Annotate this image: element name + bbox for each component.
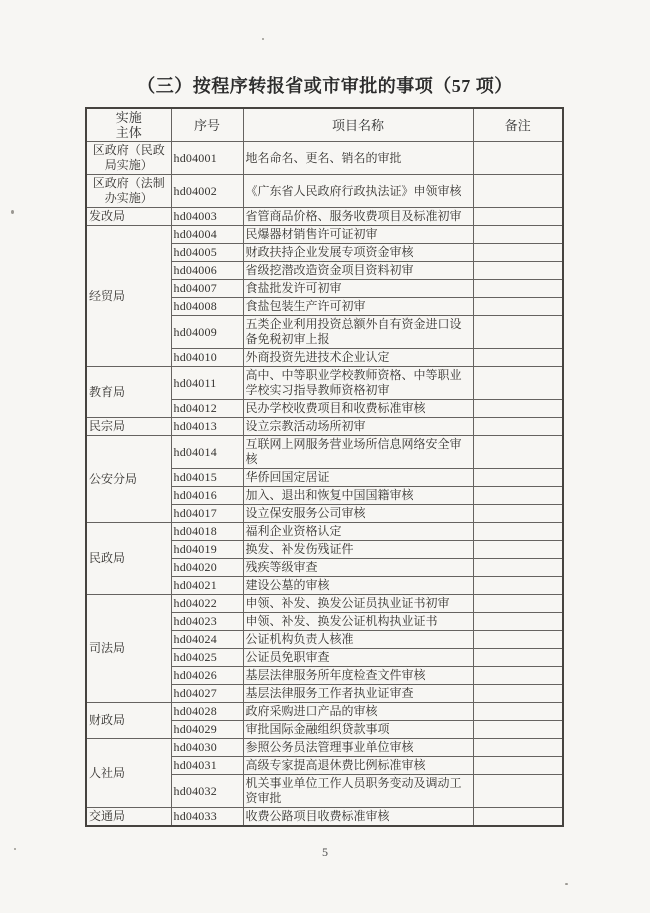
remark-cell — [473, 487, 563, 505]
remark-cell — [473, 613, 563, 631]
subject-cell: 区政府（法制办实施） — [86, 175, 171, 208]
serial-cell: hd04003 — [171, 208, 243, 226]
name-cell: 财政扶持企业发展专项资金审核 — [243, 244, 473, 262]
scan-speck — [11, 210, 14, 214]
column-header-serial: 序号 — [171, 108, 243, 142]
name-cell: 基层法律服务工作者执业证审查 — [243, 685, 473, 703]
name-cell: 审批国际金融组织贷款事项 — [243, 721, 473, 739]
name-cell: 民爆器材销售许可证初审 — [243, 226, 473, 244]
table-row — [86, 436, 563, 469]
name-cell: 参照公务员法管理事业单位审核 — [243, 739, 473, 757]
serial-cell: hd04008 — [171, 298, 243, 316]
serial-cell: hd04031 — [171, 757, 243, 775]
remark-cell — [473, 244, 563, 262]
table-row — [86, 175, 563, 208]
serial-cell: hd04022 — [171, 595, 243, 613]
serial-cell: hd04005 — [171, 244, 243, 262]
name-cell: 申领、补发、换发公证机构执业证书 — [243, 613, 473, 631]
scan-speck — [262, 38, 264, 40]
remark-cell — [473, 436, 563, 469]
column-header-subject-label: 实施主体 — [115, 110, 142, 140]
name-cell: 外商投资先进技术企业认定 — [243, 349, 473, 367]
column-header-subject — [86, 108, 171, 142]
remark-cell — [473, 262, 563, 280]
remark-cell — [473, 685, 563, 703]
remark-cell — [473, 577, 563, 595]
approval-items-table — [85, 107, 564, 827]
name-cell: 申领、补发、换发公证员执业证书初审 — [243, 595, 473, 613]
name-cell: 建设公墓的审核 — [243, 577, 473, 595]
serial-cell: hd04029 — [171, 721, 243, 739]
serial-cell: hd04017 — [171, 505, 243, 523]
name-cell: 食盐包装生产许可初审 — [243, 298, 473, 316]
remark-cell — [473, 559, 563, 577]
name-cell: 华侨回国定居证 — [243, 469, 473, 487]
remark-cell — [473, 400, 563, 418]
table-row — [86, 418, 563, 436]
serial-cell: hd04006 — [171, 262, 243, 280]
subject-cell: 区政府（民政局实施） — [86, 142, 171, 175]
name-cell: 福利企业资格认定 — [243, 523, 473, 541]
serial-cell: hd04009 — [171, 316, 243, 349]
table-row — [86, 703, 563, 721]
serial-cell: hd04021 — [171, 577, 243, 595]
name-cell: 高中、中等职业学校教师资格、中等职业学校实习指导教师资格初审 — [243, 367, 473, 400]
subject-cell: 发改局 — [86, 208, 171, 226]
remark-cell — [473, 541, 563, 559]
scan-speck — [14, 848, 16, 850]
serial-cell: hd04023 — [171, 613, 243, 631]
name-cell: 五类企业利用投资总额外自有资金进口设备免税初审上报 — [243, 316, 473, 349]
remark-cell — [473, 316, 563, 349]
page-title: （三）按程序转报省或市审批的事项（57 项） — [137, 76, 513, 96]
serial-cell: hd04027 — [171, 685, 243, 703]
table-row — [86, 808, 563, 827]
name-cell: 公证员免职审查 — [243, 649, 473, 667]
remark-cell — [473, 631, 563, 649]
name-cell: 设立保安服务公司审核 — [243, 505, 473, 523]
table-row — [86, 739, 563, 757]
remark-cell — [473, 418, 563, 436]
table-row — [86, 226, 563, 244]
page-number: 5 — [322, 845, 328, 859]
remark-cell — [473, 721, 563, 739]
serial-cell: hd04013 — [171, 418, 243, 436]
remark-cell — [473, 142, 563, 175]
serial-cell: hd04010 — [171, 349, 243, 367]
remark-cell — [473, 739, 563, 757]
serial-cell: hd04020 — [171, 559, 243, 577]
serial-cell: hd04001 — [171, 142, 243, 175]
remark-cell — [473, 367, 563, 400]
remark-cell — [473, 595, 563, 613]
remark-cell — [473, 175, 563, 208]
name-cell: 残疾等级审查 — [243, 559, 473, 577]
table-row — [86, 367, 563, 400]
serial-cell: hd04002 — [171, 175, 243, 208]
table-row — [86, 142, 563, 175]
serial-cell: hd04028 — [171, 703, 243, 721]
serial-cell: hd04024 — [171, 631, 243, 649]
serial-cell: hd04004 — [171, 226, 243, 244]
remark-cell — [473, 808, 563, 827]
serial-cell: hd04019 — [171, 541, 243, 559]
serial-cell: hd04011 — [171, 367, 243, 400]
serial-cell: hd04026 — [171, 667, 243, 685]
name-cell: 互联网上网服务营业场所信息网络安全审核 — [243, 436, 473, 469]
name-cell: 公证机构负责人核准 — [243, 631, 473, 649]
remark-cell — [473, 775, 563, 808]
name-cell: 地名命名、更名、销名的审批 — [243, 142, 473, 175]
serial-cell: hd04032 — [171, 775, 243, 808]
serial-cell: hd04025 — [171, 649, 243, 667]
serial-cell: hd04016 — [171, 487, 243, 505]
remark-cell — [473, 469, 563, 487]
remark-cell — [473, 649, 563, 667]
name-cell: 食盐批发许可初审 — [243, 280, 473, 298]
subject-cell: 财政局 — [86, 703, 171, 739]
subject-cell: 交通局 — [86, 808, 171, 827]
name-cell: 机关事业单位工作人员职务变动及调动工资审批 — [243, 775, 473, 808]
remark-cell — [473, 667, 563, 685]
subject-cell: 教育局 — [86, 367, 171, 418]
remark-cell — [473, 226, 563, 244]
name-cell: 加入、退出和恢复中国国籍审核 — [243, 487, 473, 505]
name-cell: 民办学校收费项目和收费标准审核 — [243, 400, 473, 418]
name-cell: 设立宗教活动场所初审 — [243, 418, 473, 436]
table-row — [86, 595, 563, 613]
remark-cell — [473, 505, 563, 523]
column-header-name: 项目名称 — [243, 108, 473, 142]
remark-cell — [473, 349, 563, 367]
name-cell: 收费公路项目收费标准审核 — [243, 808, 473, 827]
serial-cell: hd04007 — [171, 280, 243, 298]
subject-cell: 民政局 — [86, 523, 171, 595]
table-header-row — [86, 108, 563, 142]
serial-cell: hd04012 — [171, 400, 243, 418]
name-cell: 换发、补发伤残证件 — [243, 541, 473, 559]
table-row — [86, 208, 563, 226]
name-cell: 基层法律服务所年度检查文件审核 — [243, 667, 473, 685]
subject-cell: 司法局 — [86, 595, 171, 703]
remark-cell — [473, 523, 563, 541]
name-cell: 政府采购进口产品的审核 — [243, 703, 473, 721]
serial-cell: hd04030 — [171, 739, 243, 757]
remark-cell — [473, 298, 563, 316]
name-cell: 高级专家提高退休费比例标准审核 — [243, 757, 473, 775]
remark-cell — [473, 703, 563, 721]
subject-cell: 民宗局 — [86, 418, 171, 436]
column-header-remark: 备注 — [473, 108, 563, 142]
remark-cell — [473, 208, 563, 226]
subject-cell: 经贸局 — [86, 226, 171, 367]
serial-cell: hd04033 — [171, 808, 243, 827]
remark-cell — [473, 280, 563, 298]
name-cell: 省级挖潜改造资金项目资料初审 — [243, 262, 473, 280]
serial-cell: hd04014 — [171, 436, 243, 469]
table-row — [86, 523, 563, 541]
serial-cell: hd04018 — [171, 523, 243, 541]
subject-cell: 人社局 — [86, 739, 171, 808]
scan-speck — [565, 883, 568, 885]
name-cell: 省管商品价格、服务收费项目及标准初审 — [243, 208, 473, 226]
name-cell: 《广东省人民政府行政执法证》申领审核 — [243, 175, 473, 208]
serial-cell: hd04015 — [171, 469, 243, 487]
remark-cell — [473, 757, 563, 775]
subject-cell: 公安分局 — [86, 436, 171, 523]
